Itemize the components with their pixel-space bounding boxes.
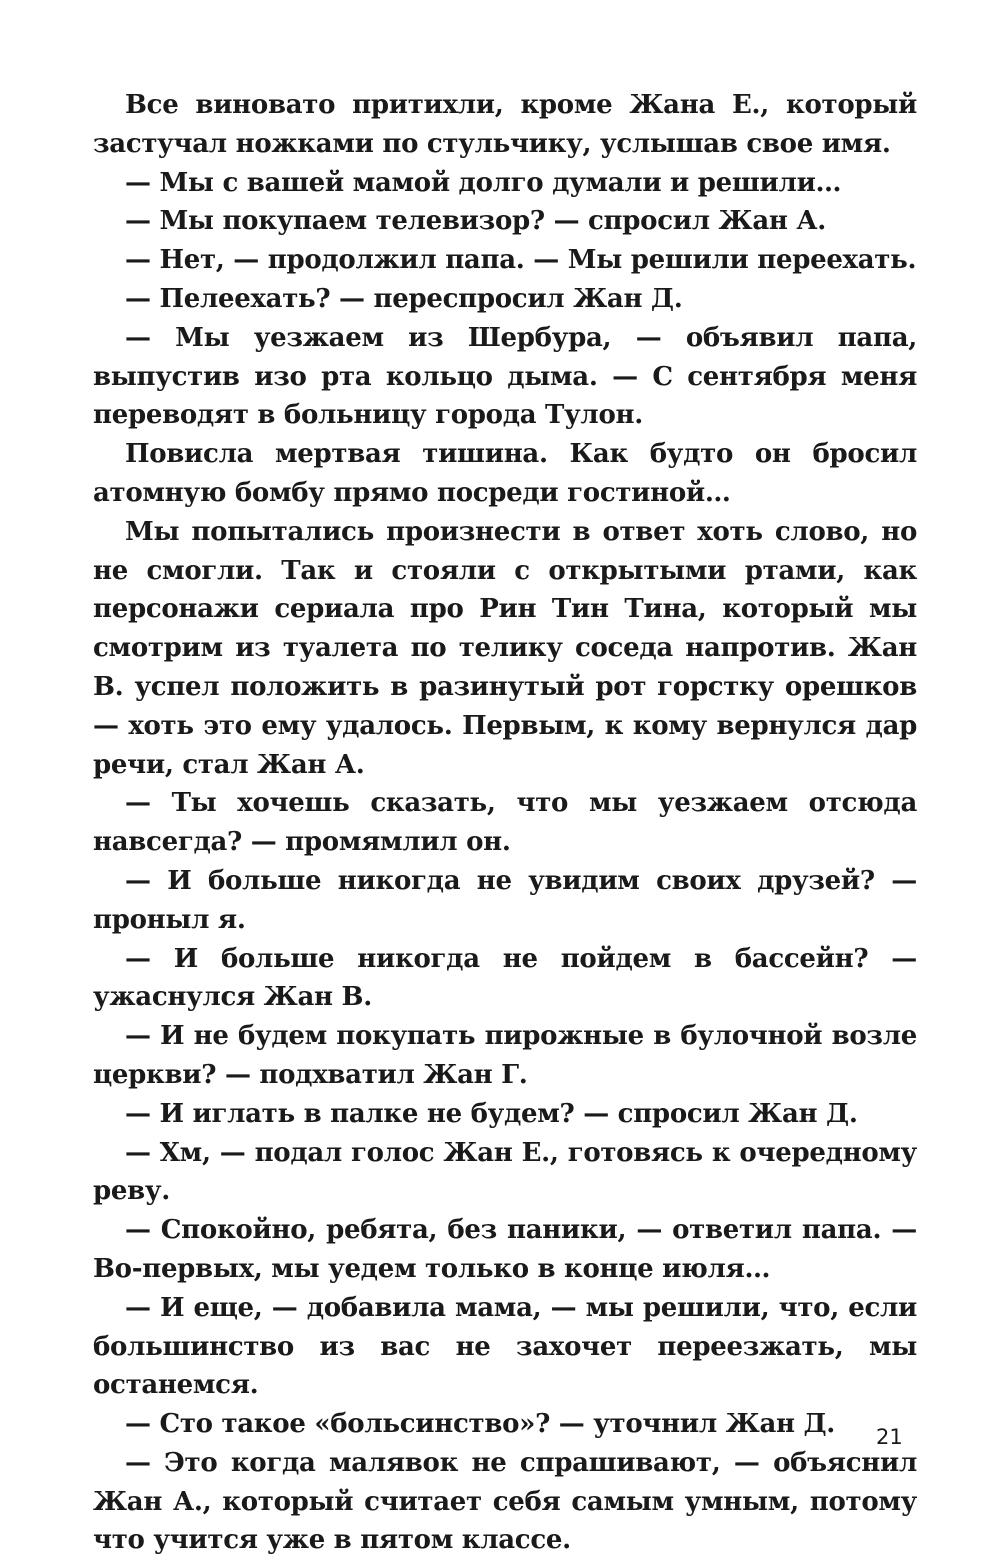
paragraph-18: — Это когда малявок не спрашивают, — объяснил Жан А., который считает себя самым умным, потому что учится уже в пятом классе. [93, 1447, 917, 1556]
paragraph-1: Все виновато притихли, кроме Жана Е., который застучал ножками по стульчику, услышав свое имя. [93, 90, 917, 159]
paragraph-9: — Ты хочешь сказать, что мы уезжаем отсюда навсегда? — промямлил он. [93, 788, 917, 858]
page-number: 21 [876, 1425, 903, 1449]
paragraph-16: — И еще, — добавила мама, — мы решили, что, если большинство из вас не захочет переезжать, мы останемся. [93, 1292, 917, 1401]
paragraph-15: — Спокойно, ребята, без паники, — ответил папа. — Во-первых, мы уедем только в конце июля… [93, 1215, 917, 1284]
paragraph-5: — Пелеехать? — переспросил Жан Д. [125, 283, 683, 314]
paragraph-6: — Мы уезжаем из Шербура, — объявил папа, выпустив изо рта кольцо дыма. — С сентября меня переводят в больницу города Тулон. [93, 322, 917, 431]
paragraph-12: — И не будем покупать пирожные в булочной возле церкви? — подхватил Жан Г. [93, 1021, 917, 1090]
paragraph-17: — Сто такое «больсинство»? — уточнил Жан Д. [125, 1409, 836, 1440]
paragraph-4: — Нет, — продолжил папа. — Мы решили переехать. [125, 245, 917, 276]
paragraph-10: — И больше никогда не увидим своих друзей? — проныл я. [93, 865, 917, 935]
paragraph-8: Мы попытались произнести в ответ хоть слово, но не смогли. Так и стояли с открытыми ртами, как персонажи сериала про Рин Тин Тина, который мы смотрим из туалета по телику соседа напротив. Жан В. успел положить в разинутый рот горстку орешков — хоть это ему удалось. Первым, к кому вернулся дар речи, стал Жан А. [93, 516, 917, 780]
page-body-text [93, 86, 917, 1560]
paragraph-7: Повисла мертвая тишина. Как будто он бросил атомную бомбу прямо посреди гостиной… [93, 439, 917, 508]
paragraph-14: — Хм, — подал голос Жан Е., готовясь к очередному реву. [93, 1137, 917, 1207]
paragraph-13: — И иглать в палке не будем? — спросил Жан Д. [125, 1098, 858, 1129]
paragraph-3: — Мы покупаем телевизор? — спросил Жан А. [125, 206, 826, 237]
paragraph-2: — Мы с вашей мамой долго думали и решили… [125, 167, 842, 198]
paragraph-11: — И больше никогда не пойдем в бассейн? — ужаснулся Жан В. [93, 943, 917, 1013]
